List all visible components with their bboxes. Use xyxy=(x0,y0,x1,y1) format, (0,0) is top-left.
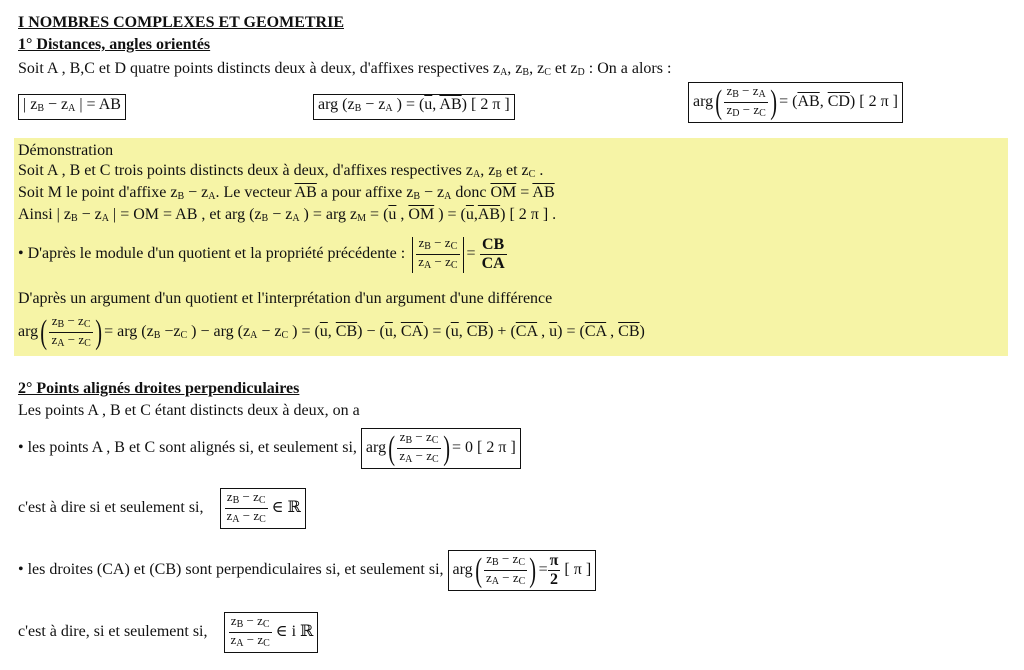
section-2-intro: Les points A , B et C étant distincts deux à deux, on a xyxy=(18,402,360,419)
section-1-intro: Soit A , B,C et D quatre points distincts deux à deux, d'affixes respectives $z_A$, $z_B$, $z_C$ et $z_D$ : On a alors : xyxy=(18,60,672,78)
demo-line-1: Soit A , B et C trois points distincts deux à deux, d'affixes respectives $z_A$, $z_B$ et $z_C$ . xyxy=(18,162,544,180)
demo-line-2: Soit M le point d'affixe $z_B - z_A$. Le vecteur $\overline{AB}$ a pour affixe $z_B - z_A$ donc $\overline{OM} = \overline{AB}$ xyxy=(18,184,555,202)
section-2-heading: 2° Points alignés droites perpendiculaires xyxy=(18,380,300,397)
aligned-condition: • les points A , B et C sont alignés si, et seulement si, arg( $\frac{z_B - z_C}{z_A - z_C}$ ) = 0 [ 2 π ] xyxy=(18,428,521,469)
formula-distance: | $z_B - z_A$ | = AB xyxy=(18,94,126,120)
demo-heading: Démonstration xyxy=(18,142,114,159)
demo-line-6: arg( $\frac{z_B - z_C}{z_A - z_C}$ ) = arg ($z_B -z_C$ ) − arg ($z_A - z_C$ ) = ($\overline{u}$, $\overline{CB}) - (\overline{u}$, $\overline{CA}) = (\overline{u}$, $\overline{CB}) + (\overline{CA}$ , $\overline{u}) = (\overline{CA}$ , $\overline{CB}$) xyxy=(18,313,645,351)
section-1-heading: 1° Distances, angles orientés xyxy=(18,36,211,53)
perpendicular-equivalent: c'est à dire, si et seulement si, $\frac{z_B - z_C}{z_A - z_C}$ ∈ i ℝ xyxy=(18,612,318,653)
perpendicular-condition: • les droites (CA) et (CB) sont perpendiculaires si, et seulement si, arg( $\frac{z_B - z_C}{z_A - z_C}$ ) = $\frac{\pi}{2}$ [ π ] xyxy=(18,550,596,591)
demo-line-4: • D'après le module d'un quotient et la propriété précédente : $\frac{z_B - z_C}{z_A - z_C}$ = $\frac{CB}{CA}$ xyxy=(18,235,505,272)
demo-line-5: D'après un argument d'un quotient et l'interprétation d'un argument d'une différence xyxy=(18,290,553,307)
page-title: I NOMBRES COMPLEXES ET GEOMETRIE xyxy=(18,14,344,31)
formula-angle: arg ($z_B - z_A$ ) = ($\overline{u}$, $\overline{AB}$) [ 2 π ] xyxy=(313,94,515,120)
demo-line-3: Ainsi | $z_B - z_A$ | = OM = AB , et arg ($z_B - z_A$ ) = arg $z_M = (\overline{u}$ , $\overline{OM}$ ) = $(\overline{u},\overline{AB})$ [ 2 π ] . xyxy=(18,206,557,224)
formula-quotient-angle: arg( $\frac{z_B - z_A}{z_D - z_C}$ ) = ($\overline{AB}$, $\overline{CD}$) [ 2 π ] xyxy=(688,82,903,123)
aligned-equivalent: c'est à dire si et seulement si, $\frac{z_B - z_C}{z_A - z_C}$ ∈ ℝ xyxy=(18,488,306,529)
